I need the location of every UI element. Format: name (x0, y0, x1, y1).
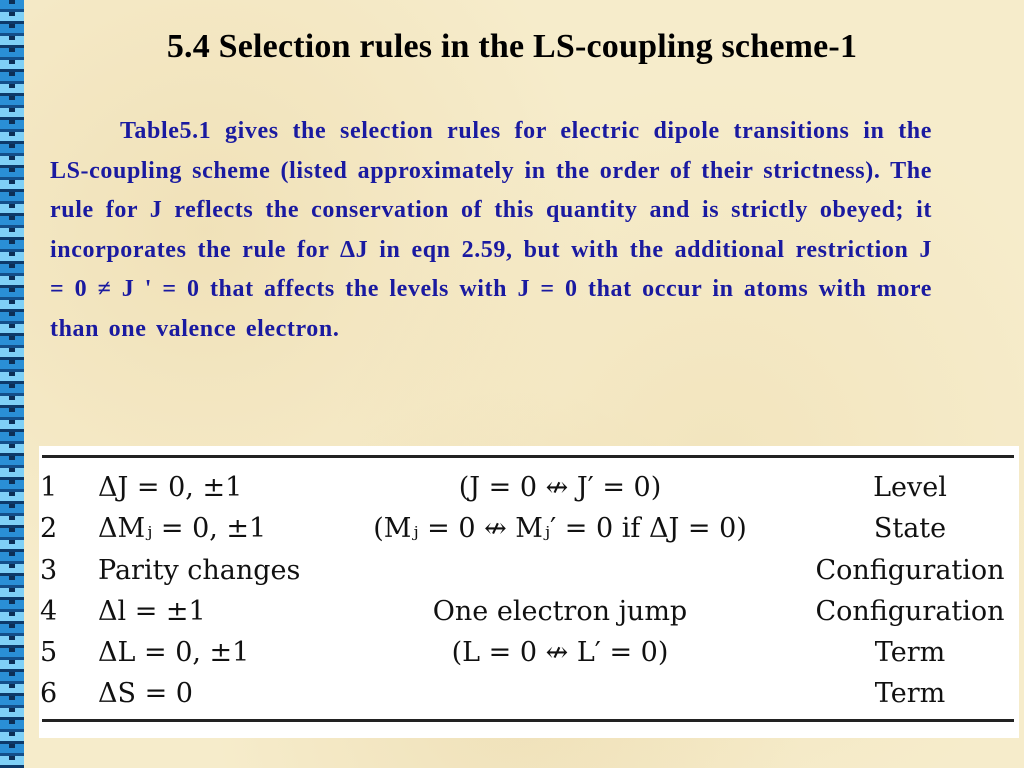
applies-to: State (873, 513, 947, 544)
rule-expression: Δl = ±1 (98, 596, 206, 627)
rule-condition: (Mⱼ = 0 ↮ Mⱼ′ = 0 if ΔJ = 0) (373, 513, 747, 544)
row-number: 5 (40, 637, 58, 668)
applies-to: Term (874, 678, 946, 709)
applies-to: Configuration (815, 596, 1005, 627)
table-row (40, 513, 1015, 554)
slide-title: 5.4 Selection rules in the LS-coupling scheme-1 (166, 28, 858, 65)
decorative-left-border (0, 0, 24, 768)
table-row (40, 637, 1015, 678)
table-row (40, 678, 1015, 719)
table-row (40, 596, 1015, 637)
row-number: 1 (40, 472, 58, 503)
table-top-rule (42, 455, 1014, 458)
rule-expression: ΔL = 0, ±1 (98, 637, 250, 668)
table-bottom-rule (42, 719, 1014, 722)
rule-condition: (J = 0 ↮ J′ = 0) (458, 472, 662, 503)
applies-to: Configuration (815, 555, 1005, 586)
row-number: 6 (40, 678, 58, 709)
rule-condition: One electron jump (432, 596, 688, 627)
body-paragraph: Table5.1 gives the selection rules for electric dipole transitions in the LS-coupling scheme (listed approximately in the order of their strictness). The rule for J reflects the conservation of this quantity and is strictly obeyed; it incorporates the rule for ΔJ in eqn 2.59, but with the additional restriction J = 0 ≠ J ' = 0 that affects the levels with J = 0 that occur in atoms with more than one valence electron. (50, 118, 932, 342)
row-number: 3 (40, 555, 58, 586)
rule-expression: ΔMⱼ = 0, ±1 (98, 513, 267, 544)
applies-to: Level (873, 472, 947, 503)
rule-expression: ΔS = 0 (98, 678, 193, 709)
rule-condition: (L = 0 ↮ L′ = 0) (451, 637, 669, 668)
table-row (40, 555, 1015, 596)
applies-to: Term (874, 637, 946, 668)
table-row (40, 472, 1015, 513)
row-number: 4 (40, 596, 58, 627)
rule-expression: Parity changes (98, 555, 301, 586)
row-number: 2 (40, 513, 58, 544)
rule-expression: ΔJ = 0, ±1 (98, 472, 243, 503)
